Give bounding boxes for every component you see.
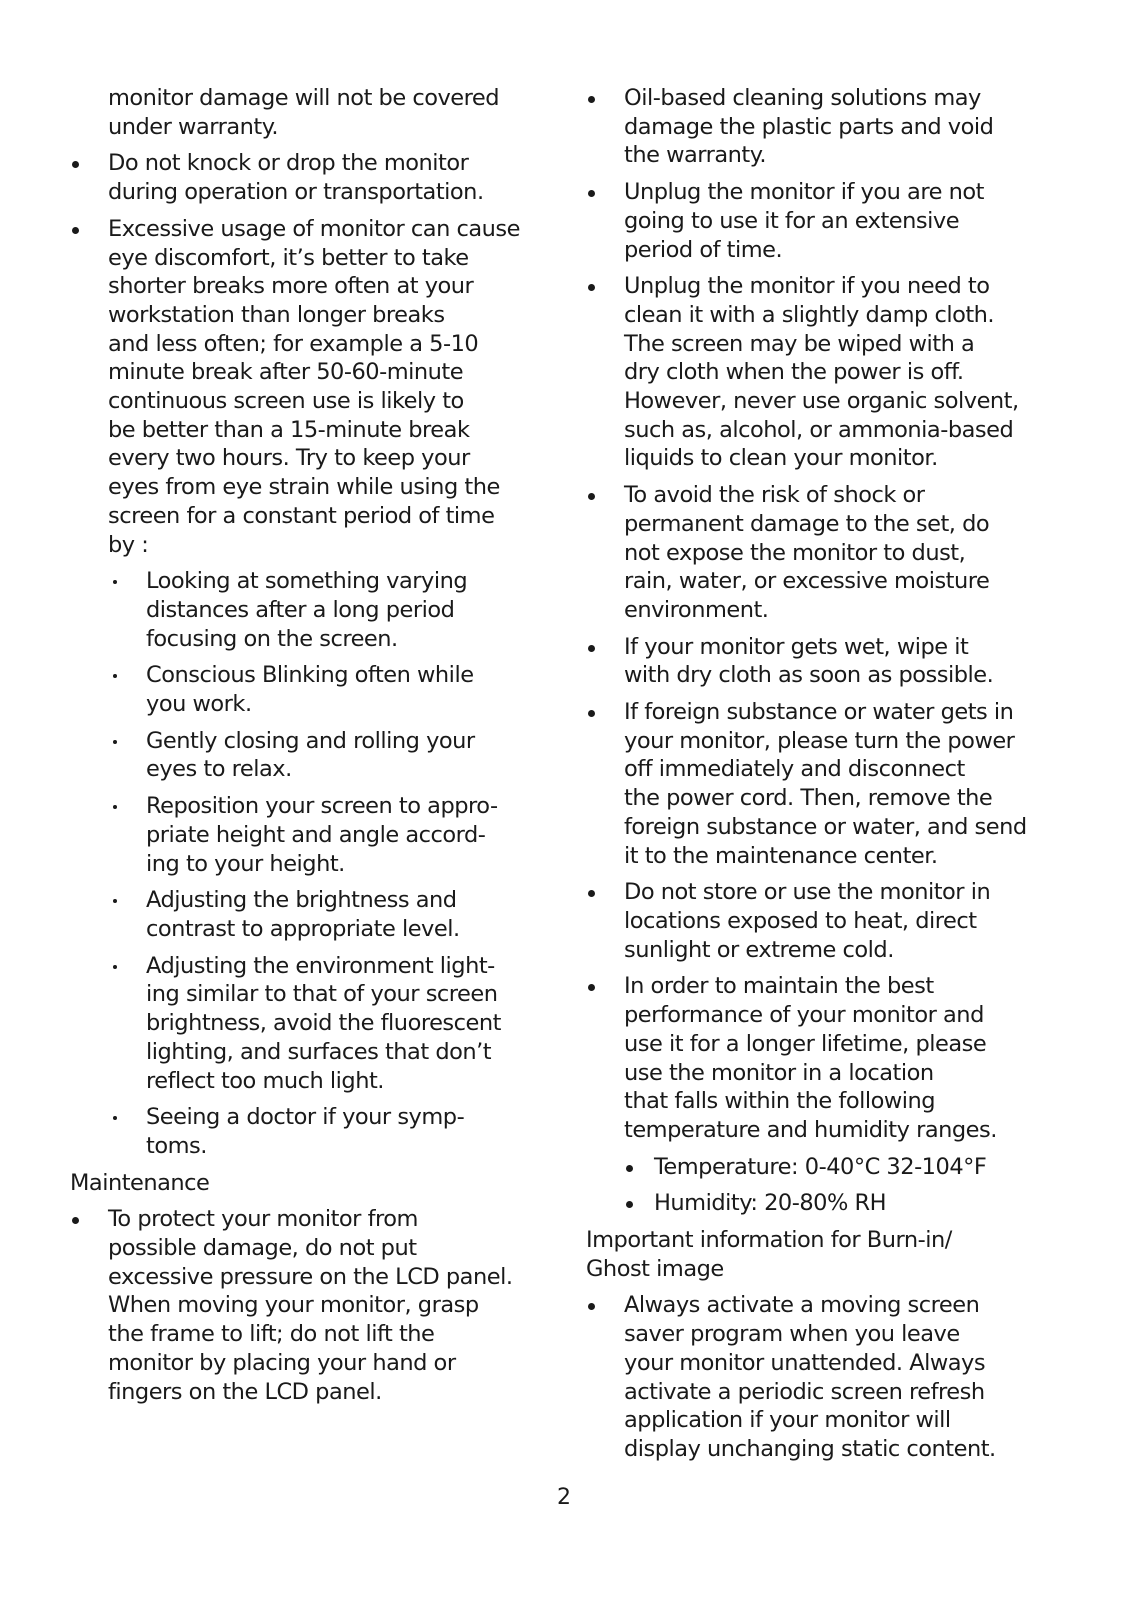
- list-item-text: If your monitor gets wet, wipe it with dry cloth as soon as possible.: [624, 633, 994, 689]
- list-item: [586, 84, 1056, 170]
- page-number: 2: [557, 1485, 571, 1510]
- list-item: [586, 1291, 1056, 1463]
- sub-list-item: [70, 792, 540, 878]
- sub-list-item-text: Seeing a doctor if your symp- toms.: [146, 1104, 465, 1159]
- list-item: [70, 1205, 540, 1406]
- sub-list-item: [70, 952, 540, 1096]
- list-item-text: If foreign substance or water gets in your monitor, please turn the power off immediately and disconnect the power cord. Then, remove the foreign substance or water, and send it to the maintenance center.: [624, 699, 1027, 869]
- list-item-text: Excessive usage of monitor can cause eye discomfort, it’s better to take shorter breaks more often at your workstation than longer breaks and less often; for example a 5-10 minute break after 50-60-minute continuous screen use is likely to be better than a 15-minute break every two hours. Try to keep your eyes from eye strain while using the screen for a constant period of time by :: [108, 215, 520, 558]
- list-item-text: Do not store or use the monitor in locations exposed to heat, direct sunlight or extreme cold.: [624, 879, 991, 963]
- left-column: [70, 84, 540, 1414]
- right-column: [586, 84, 1056, 1472]
- sub-list-item: [70, 567, 540, 653]
- sub-list-item-text: Adjusting the brightness and contrast to appropriate level.: [146, 887, 460, 942]
- list-item-text: In order to maintain the best performance of your monitor and use it for a longer lifetime, please use the monitor in a location that falls within the following temperature and humidity ranges.: [624, 973, 997, 1143]
- temperature-range-item: [586, 1153, 1056, 1182]
- sub-list-item: [70, 661, 540, 718]
- list-item: [586, 178, 1056, 264]
- sub-list-item: [70, 727, 540, 784]
- sub-list-item: [70, 1103, 540, 1160]
- list-item: [586, 878, 1056, 964]
- list-item: [586, 698, 1056, 870]
- list-item-text: Always activate a moving screen saver program when you leave your monitor unattended. Always activate a periodic screen refresh application if your monitor will display unchanging static content.: [624, 1292, 996, 1462]
- continued-paragraph: monitor damage will not be covered under warranty.: [108, 85, 499, 140]
- list-item-text: Unplug the monitor if you are not going to use it for an extensive period of time.: [624, 179, 984, 263]
- list-item-text: To avoid the risk of shock or permanent damage to the set, do not expose the monitor to dust, rain, water, or excessive moisture environment.: [624, 482, 990, 623]
- maintenance-heading: Maintenance: [70, 1169, 210, 1196]
- humidity-range-text: Humidity: 20-80% RH: [654, 1190, 887, 1217]
- list-item: [586, 272, 1056, 473]
- sub-list-item-text: Looking at something varying distances after a long period focusing on the screen.: [146, 568, 468, 652]
- list-item: [70, 149, 540, 206]
- humidity-range-item: [586, 1189, 1056, 1218]
- sub-list-item-text: Reposition your screen to appro- priate height and angle accord- ing to your height.: [146, 793, 498, 877]
- list-item-text: To protect your monitor from possible damage, do not put excessive pressure on the LCD panel. When moving your monitor, grasp the frame to lift; do not lift the monitor by placing your hand or fingers on the LCD panel.: [108, 1206, 513, 1405]
- sub-list-item-text: Conscious Blinking often while you work.: [146, 662, 474, 718]
- list-item-text: Do not knock or drop the monitor during operation or transportation.: [108, 150, 484, 206]
- list-item: [586, 481, 1056, 625]
- list-item: [70, 215, 540, 559]
- list-item-text: Oil-based cleaning solutions may damage the plastic parts and void the warranty.: [624, 85, 994, 169]
- sub-list-item-text: Adjusting the environment light- ing similar to that of your screen brightness, avoid the fluorescent lighting, and surfaces that don’t reflect too much light.: [146, 952, 501, 1094]
- temperature-range-text: Temperature: 0-40°C 32-104°F: [654, 1153, 987, 1180]
- list-item: [586, 633, 1056, 690]
- list-item-text: Unplug the monitor if you need to clean it with a slightly damp cloth. The screen may be wiped with a dry cloth when the power is off. However, never use organic solvent, such as, alcohol, or ammonia-based liquids to clean your monitor.: [624, 273, 1019, 472]
- burn-in-heading: Important information for Burn-in/ Ghost image: [586, 1227, 952, 1282]
- sub-list-item-text: Gently closing and rolling your eyes to relax.: [146, 727, 475, 783]
- list-item: [586, 972, 1056, 1144]
- sub-list-item: [70, 886, 540, 943]
